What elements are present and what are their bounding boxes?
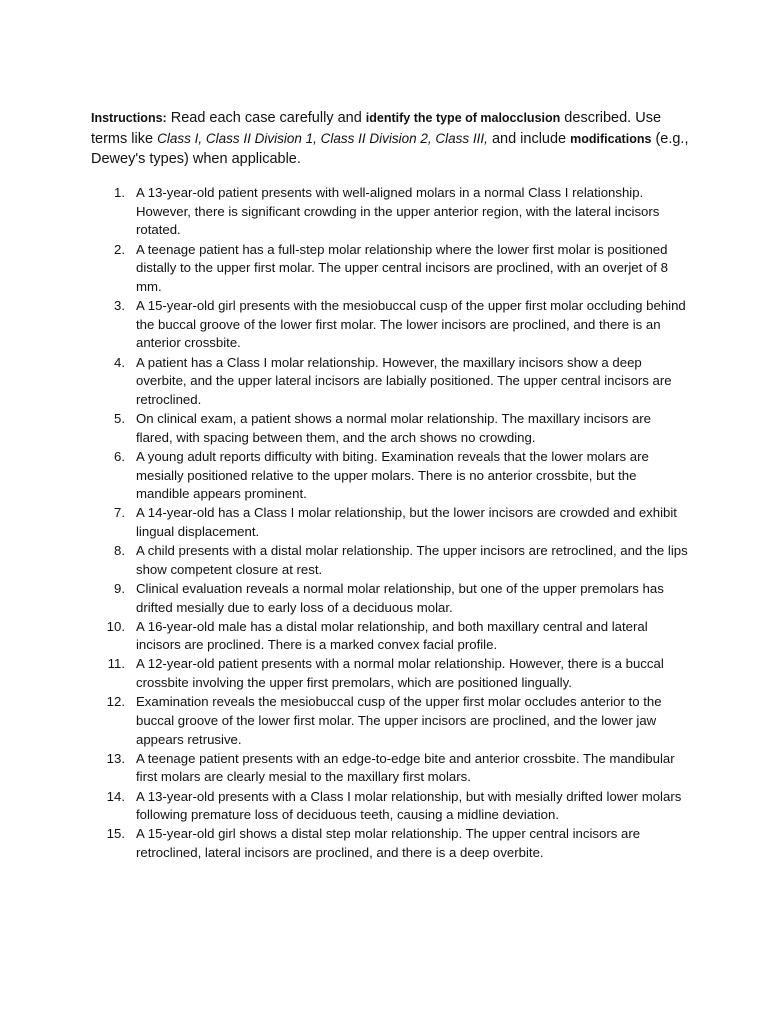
case-item [91, 448, 691, 504]
instructions-class-terms: Class I, Class II Division 1, Class II Division 2, Class III, [157, 130, 488, 146]
case-item [91, 693, 691, 749]
instructions-text-1: Read each case carefully and [166, 110, 366, 126]
case-number: 15. [106, 826, 125, 842]
case-text: A 13-year-old presents with a Class I molar relationship, but with mesially drifted lower molars following premature loss of deciduous teeth, causing a midline deviation. [136, 788, 682, 823]
case-item [91, 241, 691, 297]
case-number: 7. [114, 505, 125, 521]
instructions-emphasis-malocclusion: identify the type of malocclusion [365, 111, 561, 125]
case-item [91, 297, 691, 353]
case-number: 6. [114, 448, 125, 464]
case-text: A 12-year-old patient presents with a normal molar relationship. However, there is a buccal crossbite involving the upper first premolars, which are positioned lingually. [136, 656, 664, 691]
case-text: A patient has a Class I molar relationship. However, the maxillary incisors show a deep overbite, and the upper lateral incisors are labially positioned. The upper central incisors are retroclined. [136, 354, 672, 407]
case-number: 12. [106, 694, 125, 710]
case-item [91, 618, 691, 655]
case-text: A 16-year-old male has a distal molar relationship, and both maxillary central and lateral incisors are proclined. There is a marked convex facial profile. [136, 618, 648, 653]
case-item [91, 788, 691, 825]
case-number: 9. [114, 580, 125, 596]
case-number: 2. [114, 241, 125, 257]
case-item [91, 184, 691, 240]
case-number: 5. [114, 411, 125, 426]
case-number: 3. [114, 298, 125, 313]
instructions-emphasis-modifications: modifications [570, 131, 652, 146]
case-number: 13. [106, 750, 125, 766]
case-item [91, 542, 691, 579]
case-number: 4. [114, 354, 125, 370]
case-text: A 15-year-old girl presents with the mesiobuccal cusp of the upper first molar occluding behind the buccal groove of the lower first molar. The lower incisors are proclined, and there is an anterior crossbite. [136, 298, 686, 351]
case-number: 10. [106, 618, 125, 634]
case-text: A young adult reports difficulty with biting. Examination reveals that the lower molars are mesially positioned relative to the upper molars. There is no anterior crossbite, but the mandible appears prominent. [136, 448, 649, 502]
case-list [91, 184, 691, 863]
case-item [91, 354, 691, 410]
case-number: 11. [107, 656, 125, 672]
instructions-paragraph [91, 108, 691, 170]
case-number: 14. [106, 788, 125, 804]
case-text: A teenage patient has a full-step molar relationship where the lower first molar is positioned distally to the upper first molar. The upper central incisors are proclined, with an overjet of 8 mm. [136, 241, 668, 294]
case-item [91, 504, 691, 541]
case-text: Examination reveals the mesiobuccal cusp of the upper first molar occludes anterior to the buccal groove of the lower first molar. The upper incisors are proclined, and the lower jaw appears retrusive. [136, 694, 662, 747]
case-text: A child presents with a distal molar relationship. The upper incisors are retroclined, and the lips show competent closure at rest. [136, 543, 688, 577]
case-text: A 14-year-old has a Class I molar relationship, but the lower incisors are crowded and exhibit lingual displacement. [136, 505, 677, 539]
case-number: 8. [114, 543, 125, 559]
case-text: A 13-year-old patient presents with well-aligned molars in a normal Class I relationship. However, there is significant crowding in the upper anterior region, with the lateral incisors rotated. [136, 185, 660, 238]
case-number: 1. [114, 185, 125, 200]
case-text: On clinical exam, a patient shows a normal molar relationship. The maxillary incisors are flared, with spacing between them, and the arch shows no crowding. [136, 411, 652, 445]
instructions-text-4: (e.g., Dewey's types) when applicable. [91, 130, 689, 167]
case-item [91, 825, 691, 862]
case-item [91, 655, 691, 692]
case-item [91, 410, 691, 447]
instructions-text-2: described. Use terms like [91, 110, 662, 147]
instructions-text-3: and include [487, 130, 571, 147]
case-item [91, 750, 691, 787]
case-text: A teenage patient presents with an edge-to-edge bite and anterior crossbite. The mandibular first molars are clearly mesial to the maxillary first molars. [136, 750, 675, 785]
case-text: A 15-year-old girl shows a distal step molar relationship. The upper central incisors are retroclined, lateral incisors are proclined, and there is a deep overbite. [136, 826, 641, 861]
case-item [91, 580, 691, 617]
case-text: Clinical evaluation reveals a normal molar relationship, but one of the upper premolars has drifted mesially due to early loss of a deciduous molar. [136, 580, 664, 615]
instructions-label: Instructions: [91, 111, 167, 125]
